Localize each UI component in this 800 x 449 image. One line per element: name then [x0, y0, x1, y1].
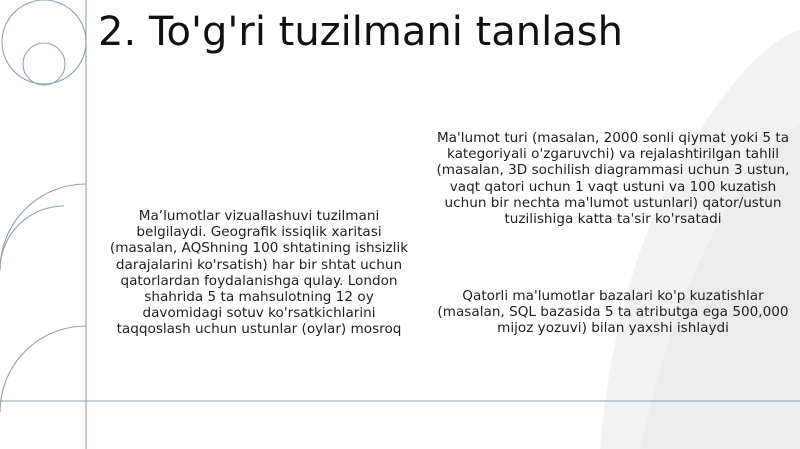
right-bottom-paragraph: Qatorli ma'lumotlar bazalari ko'p kuzatishlar (masalan, SQL bazasida 5 ta atributga ega 500,000 mijoz yozuvi) bilan yaxshi ishlaydi [437, 288, 789, 337]
arch-lower [0, 326, 86, 412]
slide-title: 2. To'g'ri tuzilmani tanlash [98, 9, 623, 55]
arch-outer [0, 184, 86, 270]
top-circle-outer [2, 0, 86, 84]
arch-inner [0, 206, 64, 270]
right-top-paragraph: Ma'lumot turi (masalan, 2000 sonli qiymat yoki 5 ta kategoriyali o'zgaruvchi) va rejalashtirilgan tahlil (masalan, 3D sochilish diagrammasi uchun 3 ustun, vaqt qatori uchun 1 vaqt ustuni va 100 kuzatish uchun bir nechta ma'lumot ustunlari) qator/ustun tuzilishiga katta ta'sir ko'rsatadi [436, 130, 790, 228]
watermark-leaf [600, 30, 800, 449]
top-circle-inner [23, 43, 65, 85]
left-paragraph: Ma’lumotlar vizuallashuvi tuzilmani belgilaydi. Geografik issiqlik xaritasi (masalan, AQShning 100 shtatining ishsizlik darajalarini ko'rsatish) har bir shtat uchun qatorlardan foydalanishga qulay. London shahrida 5 ta mahsulotning 12 oy davomidagi sotuv ko'rsatkichlarini taqqoslash uchun ustunlar (oylar) mosroq [109, 208, 409, 338]
